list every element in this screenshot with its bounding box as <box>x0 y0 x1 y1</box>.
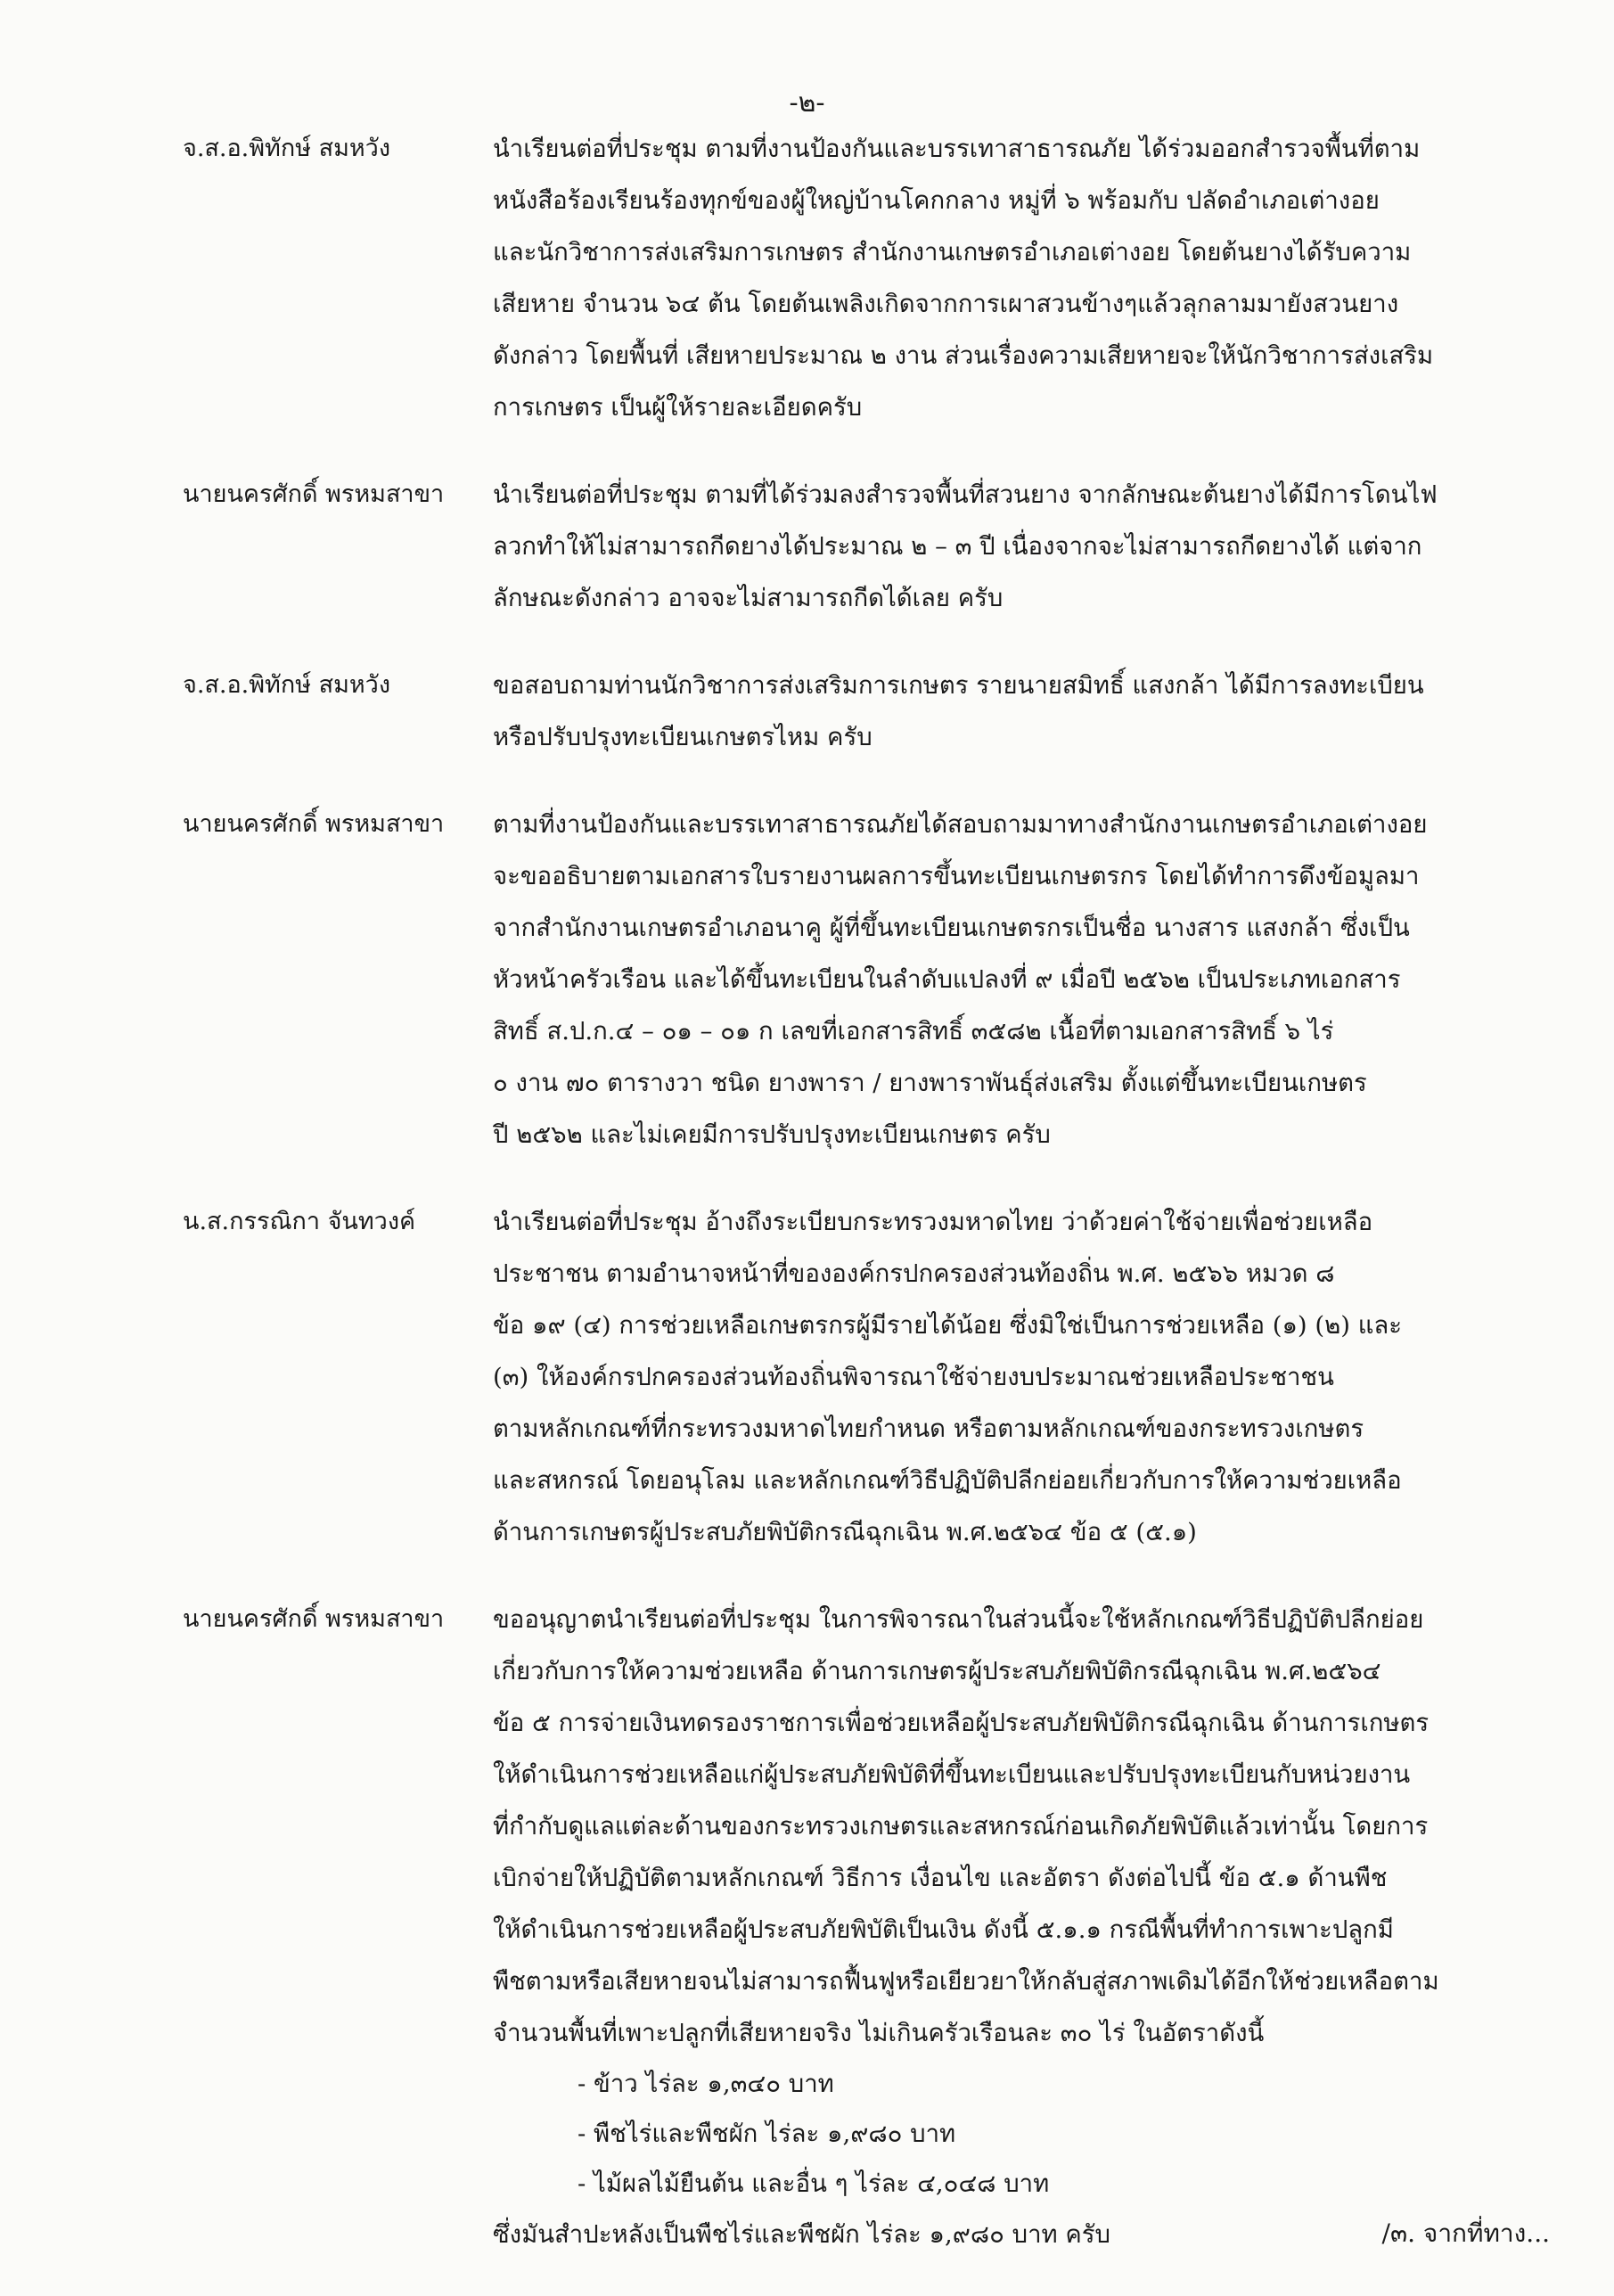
speech-line: ดังกล่าว โดยพื้นที่ เสียหายประมาณ ๒ งาน ส่วนเรื่องความเสียหายจะให้นักวิชาการส่งเสริม <box>493 341 1434 370</box>
speech-entry <box>0 123 1614 433</box>
speech-entry <box>0 1594 1614 2260</box>
speaker-name: จ.ส.อ.พิทักษ์ สมหวัง <box>183 671 391 699</box>
speech-text <box>493 660 1540 763</box>
speech-line: จากสำนักงานเกษตรอำเภอนาคู ผู้ที่ขึ้นทะเบียนเกษตรกรเป็นชื่อ นางสาร แสงกล้า ซึ่งเป็น <box>493 914 1410 942</box>
speech-line: นำเรียนต่อที่ประชุม ตามที่ได้ร่วมลงสำรวจพื้นที่สวนยาง จากลักษณะต้นยางได้มีการโดนไฟ <box>493 480 1438 509</box>
speech-line: ตามหลักเกณฑ์ที่กระทรวงมหาดไทยกำหนด หรือตามหลักเกณฑ์ของกระทรวงเกษตร <box>493 1414 1364 1443</box>
speech-line: นำเรียนต่อที่ประชุม ตามที่งานป้องกันและบรรเทาสาธารณภัย ได้ร่วมออกสำรวจพื้นที่ตาม <box>493 135 1421 163</box>
speech-line: การเกษตร เป็นผู้ให้รายละเอียดครับ <box>493 393 863 422</box>
speech-text <box>493 123 1540 433</box>
speech-line: ที่กำกับดูแลแต่ละด้านของกระทรวงเกษตรและสหกรณ์ก่อนเกิดภัยพิบัติแล้วเท่านั้น โดยการ <box>493 1812 1429 1841</box>
speech-line: หนังสือร้องเรียนร้องทุกข์ของผู้ใหญ่บ้านโคกกลาง หมู่ที่ ๖ พร้อมกับ ปลัดอำเภอเต่างอย <box>493 186 1380 215</box>
speech-line: ข้อ ๕ การจ่ายเงินทดรองราชการเพื่อช่วยเหลือผู้ประสบภัยพิบัติกรณีฉุกเฉิน ด้านการเกษตร <box>493 1709 1430 1737</box>
speech-line: ลักษณะดังกล่าว อาจจะไม่สามารถกีดได้เลย ครับ <box>493 584 1004 612</box>
speech-line: เบิกจ่ายให้ปฏิบัติตามหลักเกณฑ์ วิธีการ เงื่อนไข และอัตรา ดังต่อไปนี้ ข้อ ๕.๑ ด้านพืช <box>493 1864 1388 1892</box>
rate-list-item: - ข้าว ไร่ละ ๑,๓๔๐ บาท <box>578 2070 834 2098</box>
speaker-name: น.ส.กรรณิกา จันทวงค์ <box>183 1208 416 1235</box>
speech-line: จำนวนพื้นที่เพาะปลูกที่เสียหายจริง ไม่เกินครัวเรือนละ ๓๐ ไร่ ในอัตราดังนี้ <box>493 2019 1265 2047</box>
speech-line: เกี่ยวกับการให้ความช่วยเหลือ ด้านการเกษตรผู้ประสบภัยพิบัติกรณีฉุกเฉิน พ.ศ.๒๕๖๔ <box>493 1657 1381 1685</box>
speech-text <box>493 1196 1540 1558</box>
page-number: -๒- <box>789 87 825 119</box>
speech-line: พืชตามหรือเสียหายจนไม่สามารถฟื้นฟูหรือเยียวยาให้กลับสู่สภาพเดิมได้อีกให้ช่วยเหลือตาม <box>493 1967 1439 1996</box>
speech-entry <box>0 469 1614 624</box>
rate-list <box>493 2059 1540 2209</box>
rate-list-item: - ไม้ผลไม้ยืนต้น และอื่น ๆ ไร่ละ ๔,๐๔๘ บาท <box>578 2169 1050 2198</box>
speaker-name: นายนครศักดิ์ พรหมสาขา <box>183 1605 445 1633</box>
speech-line: ๐ งาน ๗๐ ตารางวา ชนิด ยางพารา / ยางพาราพันธุ์ส่งเสริม ตั้งแต่ขึ้นทะเบียนเกษตร <box>493 1069 1367 1097</box>
speech-line: นำเรียนต่อที่ประชุม อ้างถึงระเบียบกระทรวงมหาดไทย ว่าด้วยค่าใช้จ่ายเพื่อช่วยเหลือ <box>493 1208 1373 1236</box>
speech-text <box>493 469 1540 624</box>
speaker-name: นายนครศักดิ์ พรหมสาขา <box>183 480 445 508</box>
rate-list-item: - พืชไร่และพืชผัก ไร่ละ ๑,๙๘๐ บาท <box>578 2120 956 2148</box>
speech-line: ให้ดำเนินการช่วยเหลือผู้ประสบภัยพิบัติเป็นเงิน ดังนี้ ๕.๑.๑ กรณีพื้นที่ทำการเพาะปลูกมี <box>493 1915 1394 1944</box>
speech-line: สิทธิ์ ส.ป.ก.๔ – ๐๑ – ๐๑ ก เลขที่เอกสารสิทธิ์ ๓๕๘๒ เนื้อที่ตามเอกสารสิทธิ์ ๖ ไร่ <box>493 1017 1334 1046</box>
speech-entry <box>0 799 1614 1160</box>
speech-line: และนักวิชาการส่งเสริมการเกษตร สำนักงานเกษตรอำเภอเต่างอย โดยต้นยางได้รับความ <box>493 238 1412 266</box>
speech-line: และสหกรณ์ โดยอนุโลม และหลักเกณฑ์วิธีปฏิบัติปลีกย่อยเกี่ยวกับการให้ความช่วยเหลือ <box>493 1466 1402 1495</box>
speech-line: ข้อ ๑๙ (๔) การช่วยเหลือเกษตรกรผู้มีรายได้น้อย ซึ่งมิใช่เป็นการช่วยเหลือ (๑) (๒) และ <box>493 1311 1403 1340</box>
speech-line: ปี ๒๕๖๒ และไม่เคยมีการปรับปรุงทะเบียนเกษตร ครับ <box>493 1120 1051 1149</box>
speech-line: ขอสอบถามท่านนักวิชาการส่งเสริมการเกษตร รายนายสมิทธิ์ แสงกล้า ได้มีการลงทะเบียน <box>493 671 1424 700</box>
speech-entry <box>0 1196 1614 1558</box>
continuation-note: /๓. จากที่ทาง... <box>1381 2218 1550 2248</box>
speech-line: ประชาชน ตามอำนาจหน้าที่ขององค์กรปกครองส่วนท้องถิ่น พ.ศ. ๒๕๖๖ หมวด ๘ <box>493 1259 1335 1288</box>
speech-text <box>493 799 1540 1160</box>
speaker-name: จ.ส.อ.พิทักษ์ สมหวัง <box>183 135 391 162</box>
speech-text <box>493 1594 1540 2260</box>
speech-line: ให้ดำเนินการช่วยเหลือแก่ผู้ประสบภัยพิบัติที่ขึ้นทะเบียนและปรับปรุงทะเบียนกับหน่วยงาน <box>493 1760 1411 1789</box>
closing-line: ซึ่งมันสำปะหลังเป็นพืชไร่และพืชผัก ไร่ละ ๑,๙๘๐ บาท ครับ <box>493 2220 1111 2249</box>
speech-line: ขออนุญาตนำเรียนต่อที่ประชุม ในการพิจารณาในส่วนนี้จะใช้หลักเกณฑ์วิธีปฏิบัติปลีกย่อย <box>493 1605 1424 1634</box>
speech-line: ตามที่งานป้องกันและบรรเทาสาธารณภัยได้สอบถามมาทางสำนักงานเกษตรอำเภอเต่างอย <box>493 810 1428 839</box>
minutes-body <box>0 123 1614 2296</box>
speech-line: จะขออธิบายตามเอกสารใบรายงานผลการขึ้นทะเบียนเกษตรกร โดยได้ทำการดึงข้อมูลมา <box>493 862 1420 890</box>
speech-line: หรือปรับปรุงทะเบียนเกษตรไหม ครับ <box>493 723 873 751</box>
speech-line: (๓) ให้องค์กรปกครองส่วนท้องถิ่นพิจารณาใช้จ่ายงบประมาณช่วยเหลือประชาชน <box>493 1363 1334 1391</box>
speech-line: ด้านการเกษตรผู้ประสบภัยพิบัติกรณีฉุกเฉิน พ.ศ.๒๕๖๔ ข้อ ๕ (๕.๑) <box>493 1518 1197 1546</box>
speaker-name: นายนครศักดิ์ พรหมสาขา <box>183 810 445 838</box>
speech-line: เสียหาย จำนวน ๖๔ ต้น โดยต้นเพลิงเกิดจากการเผาสวนข้างๆแล้วลุกลามมายังสวนยาง <box>493 290 1399 318</box>
speech-entry <box>0 660 1614 763</box>
speech-line: หัวหน้าครัวเรือน และได้ขึ้นทะเบียนในลำดับแปลงที่ ๙ เมื่อปี ๒๕๖๒ เป็นประเภทเอกสาร <box>493 965 1401 994</box>
speech-line: ลวกทำให้ไม่สามารถกีดยางได้ประมาณ ๒ – ๓ ปี เนื่องจากจะไม่สามารถกีดยางได้ แต่จาก <box>493 532 1422 561</box>
